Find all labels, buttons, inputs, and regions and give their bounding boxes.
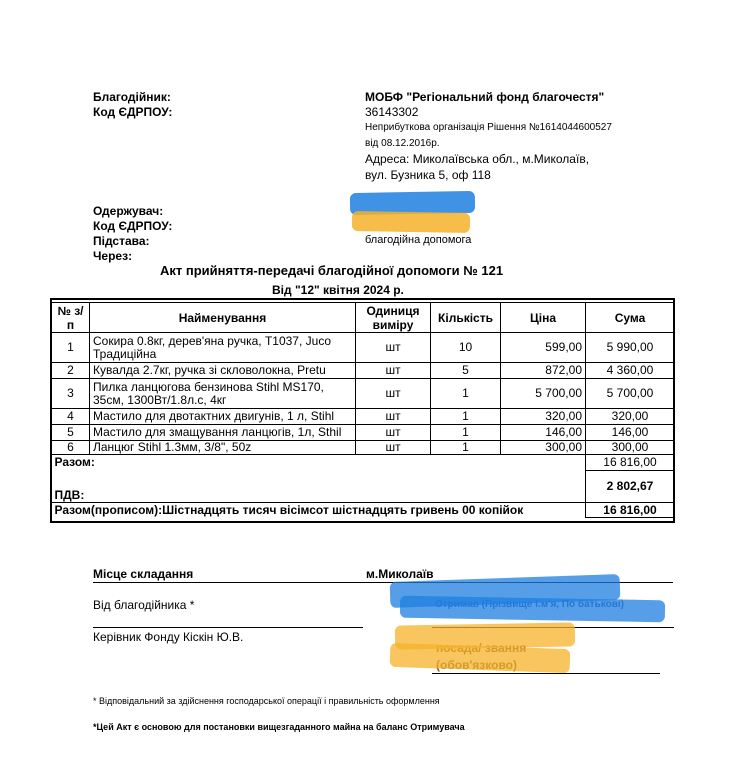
- row-price: 300,00: [501, 441, 586, 455]
- address-line2: вул. Бузника 5, оф 118: [365, 168, 491, 182]
- donor-label: Благодійник:: [93, 90, 171, 104]
- nonprofit-line: Неприбуткова організація Рішення №1614044600527: [365, 122, 612, 133]
- table-header-row: [52, 303, 675, 333]
- nonprofit-date: від 08.12.2016р.: [365, 138, 440, 149]
- vat-label: ПДВ:: [54, 488, 85, 502]
- items-table: [51, 302, 675, 518]
- row-name: Пилка ланцюгова бензинова Stihl MS170, 35см, 1300Вт/1.8л.с, 4кг: [90, 379, 356, 409]
- recipient-label: Одержувач:: [93, 204, 164, 218]
- address-line1: Адреса: Миколаївська обл., м.Миколаїв,: [365, 152, 590, 166]
- from-donor-label: Від благодійника *: [93, 598, 195, 612]
- words-row: [52, 503, 675, 518]
- row-num: 6: [52, 441, 90, 455]
- place-label: Місце складання: [93, 567, 194, 581]
- table-row: [52, 333, 675, 363]
- vat-value: 2 802,67: [586, 471, 675, 503]
- row-qty: 5: [431, 363, 501, 379]
- row-num: 5: [52, 425, 90, 441]
- row-num: 4: [52, 409, 90, 425]
- words-label: Разом(прописом):Шістнадцять тисяч вісімсот шістнадцять гривень 00 копійок: [52, 503, 586, 518]
- row-num: 1: [52, 333, 90, 363]
- redaction-orange-recipient: [352, 211, 470, 233]
- row-sum: 300,00: [586, 441, 675, 455]
- row-sum: 5 990,00: [586, 333, 675, 363]
- row-name: Мастило для змащування ланцюгів, 1л, Sthil: [90, 425, 356, 441]
- total-label: Разом:: [54, 455, 95, 470]
- total-row: [52, 455, 675, 471]
- row-sum: 4 360,00: [586, 363, 675, 379]
- col-unit-header: Одиниця виміру: [356, 303, 431, 333]
- table-row: [52, 363, 675, 379]
- total-value: 16 816,00: [586, 455, 675, 471]
- row-name: Сокира 0.8кг, дерев'яна ручка, Т1037, Juco Традиційна: [90, 333, 356, 363]
- act-date: Від "12" квітня 2024 р.: [272, 283, 404, 297]
- row-sum: 320,00: [586, 409, 675, 425]
- footnote-1: * Відповідальний за здійснення господарської операції і правильність оформлення: [93, 696, 440, 706]
- row-price: 599,00: [501, 333, 586, 363]
- basis-label: Підстава:: [93, 234, 150, 248]
- col-price-header: Ціна: [501, 303, 586, 333]
- table-row: [52, 379, 675, 409]
- row-unit: шт: [356, 379, 431, 409]
- table-row: [52, 441, 675, 455]
- row-name: Ланцюг Stihl 1.3мм, 3/8", 50z: [90, 441, 356, 455]
- donor-sign-line: [93, 627, 363, 628]
- via-label: Через:: [93, 249, 133, 263]
- col-name-header: Найменування: [90, 303, 356, 333]
- donor-name: МОБФ "Регіональний фонд благочестя": [365, 90, 605, 104]
- position-line: [432, 673, 660, 674]
- basis-value: благодійна допомога: [365, 234, 472, 246]
- row-unit: шт: [356, 363, 431, 379]
- place-value: м.Миколаїв: [366, 567, 434, 581]
- act-title: Акт прийняття-передачі благодійної допомоги № 121: [160, 263, 504, 278]
- row-qty: 1: [431, 379, 501, 409]
- row-name: Мастило для двотактних двигунів, 1 л, Stihl: [90, 409, 356, 425]
- row-name: Кувалда 2.7кг, ручка зі скловолокна, Pretu: [90, 363, 356, 379]
- row-price: 872,00: [501, 363, 586, 379]
- table-row: [52, 425, 675, 441]
- redaction-orange-2: [390, 643, 571, 673]
- footnote-2: *Цей Акт є основою для постановки вищезгаданного майна на баланс Отримувача: [93, 722, 465, 732]
- row-unit: шт: [356, 425, 431, 441]
- row-price: 5 700,00: [501, 379, 586, 409]
- row-num: 2: [52, 363, 90, 379]
- row-qty: 10: [431, 333, 501, 363]
- row-sum: 5 700,00: [586, 379, 675, 409]
- col-qty-header: Кількість: [431, 303, 501, 333]
- row-price: 146,00: [501, 425, 586, 441]
- row-unit: шт: [356, 333, 431, 363]
- recipient-code-label: Код ЄДРПОУ:: [93, 219, 173, 233]
- row-price: 320,00: [501, 409, 586, 425]
- donor-code: 36143302: [365, 105, 419, 119]
- head-line: Керівник Фонду Кіскін Ю.В.: [93, 630, 244, 644]
- row-qty: 1: [431, 441, 501, 455]
- words-value: 16 816,00: [586, 503, 675, 518]
- edrpou-label: Код ЄДРПОУ:: [93, 105, 173, 119]
- row-unit: шт: [356, 441, 431, 455]
- redaction-blue-sign-2: [400, 596, 665, 623]
- col-num-header: № з/п: [52, 303, 90, 333]
- row-qty: 1: [431, 409, 501, 425]
- row-qty: 1: [431, 425, 501, 441]
- row-num: 3: [52, 379, 90, 409]
- vat-row: [52, 471, 675, 503]
- table-row: [52, 409, 675, 425]
- row-unit: шт: [356, 409, 431, 425]
- row-sum: 146,00: [586, 425, 675, 441]
- col-sum-header: Сума: [586, 303, 675, 333]
